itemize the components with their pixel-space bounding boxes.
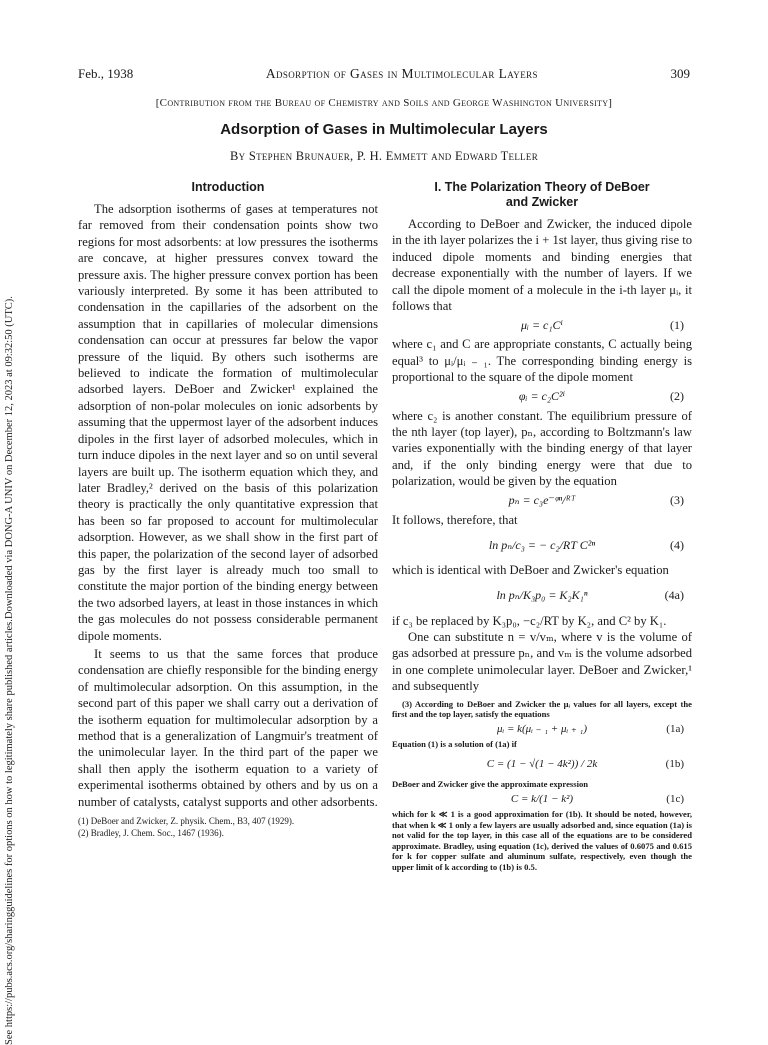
equation-1a [392, 722, 692, 737]
equation-number: (1) [670, 318, 684, 333]
equation-body: μᵢ = c₁Cⁱ [521, 318, 563, 333]
equation-body: C = (1 − √(1 − 4k²)) / 2k [486, 758, 598, 771]
equation-body: pₙ = c₃e⁻ᵠⁿ/ᴿᵀ [508, 493, 576, 508]
paragraph: It seems to us that the same forces that produce condensation are chiefly responsible for the binding energy of multimolecular adsorption. On this assumption, in the second part of this paper we shall carry out a derivation of the isotherm equation for multimolecular adsorption by a method that is a generalization of Langmuir's treatment of the unimolecular layer. In the third part of the paper we shall then apply the isotherm equation to a variety of experimental isotherms obtained by others and by us on a number of catalysts, catalyst supports and other adsorbents. [78, 646, 378, 809]
footnote-text: which for k ≪ 1 is a good approximation for (1b). It should be noted, however, that when k ≪ 1 only a few layers are usually adsorbed and, since equation (1a) is not valid for the top layer, in this case all of the equations are to be considered approximate. Bradley, using equation (1c), derived the values of 0.6075 and 0.615 for k for copper sulfate and aluminum sulfate, respectively, even though the upper limit of k according to (1b) is 0.5. [392, 808, 692, 872]
equation-number: (4a) [664, 588, 684, 603]
equation-number: (1b) [665, 758, 684, 771]
running-title: Adsorption of Gases in Multimolecular Layers [265, 66, 538, 81]
paragraph: where c₂ is another constant. The equilibrium pressure of the nth layer (top layer), pₙ, according to Boltzmann's law varies exponentially with the binding energy of that layer and, if the only binding energy were that due to polarization, would be given by the equation [392, 408, 692, 489]
equation-body: ln pₙ/c₃ = − c₂/RT C²ⁿ [488, 537, 596, 552]
equation-2 [392, 388, 692, 406]
article-title: Adsorption of Gases in Multimolecular Layers [220, 121, 548, 138]
equation-4a [392, 581, 692, 611]
paragraph: if c₃ be replaced by K₃p₀, −c₂/RT by K₂, and C² by K₁. [392, 613, 667, 628]
page-number: 309 [670, 66, 690, 81]
section-heading-polarization-theory: I. The Polarization Theory of DeBoer and Zwicker [434, 180, 650, 209]
equation-number: (4) [670, 537, 684, 552]
author-line: By Stephen Brunauer, P. H. Emmett and Edward Teller [229, 149, 539, 163]
footnote-text: DeBoer and Zwicker give the approximate expression [392, 779, 589, 790]
paragraph: where c₁ and C are appropriate constants, C actually being equal³ to μᵢ/μᵢ ₋ ₁. The corresponding binding energy is proportional to the square of the dipole moment [392, 337, 692, 385]
paragraph: which is identical with DeBoer and Zwicker's equation [392, 563, 669, 578]
paragraph: One can substitute n = v/vₘ, where v is the volume of gas adsorbed at pressure pₙ, and vₘ is the volume adsorbed in one complete unimolecular layer. DeBoer and Zwicker,¹ and subsequently [392, 629, 692, 694]
right-column [392, 180, 692, 872]
download-notice-line-2[interactable]: See https://pubs.acs.org/sharingguidelines for options on how to legitimately share published articles. [4, 618, 15, 1045]
paragraph: According to DeBoer and Zwicker, the induced dipole in the ith layer polarizes the i + 1st layer, thus giving rise to induced dipole moments and binding energies that decrease exponentially with the number of layers. If we call the dipole moment of a molecule in the i-th layer μᵢ, it follows that [392, 217, 692, 314]
running-head [78, 66, 690, 82]
paragraph: The adsorption isotherms of gases at temperatures not far removed from their condensation points show two regions for most adsorbents: at low pressures the isotherms are concave, at higher pressures convex toward the pressure axis. The higher pressure convex portion has been variously interpreted. By some it has been attributed to condensation in the capillaries of the adsorbent on the assumption that in capillaries of molecular dimensions condensation can occur at pressures far below the vapor pressure of the liquid. By others such isotherms are believed to indicate the formation of multimolecular adsorbed layers. DeBoer and Zwicker¹ explained the adsorption of non-polar molecules on ionic adsorbents by assuming that the uppermost layer of the adsorbent induces dipoles in the first layer of adsorbed molecules, which in turn induce dipoles in the next layer and so on until several layers are built up. The isotherm equation which they, and later Bradley,² derived on the basis of this polarization theory is practically the only quantitative expression that has been so far proposed to account for multimolecular adsorption. However, as we shall show in the first part of this paper, the polarization of the second layer of adsorbed gas by the first layer is already much too small to constitute the major portion of the binding energy between the two adsorbed layers, at least in those instances in which the gas molecules do not possess considerable permanent dipole moments. [78, 202, 378, 643]
equation-1c [392, 792, 692, 807]
left-column [78, 180, 378, 840]
footnotes [78, 816, 378, 839]
contribution-line: [Contribution from the Bureau of Chemistry and Soils and George Washington University] [155, 97, 613, 109]
equation-body: C = k/(1 − k²) [510, 793, 574, 806]
equation-number: (1a) [666, 722, 684, 735]
equation-1 [392, 316, 692, 334]
equation-number: (2) [670, 389, 684, 404]
footnote-text: (3) According to DeBoer and Zwicker the μᵢ values for all layers, except the first and the top layer, satisfy the equations [392, 698, 692, 720]
equation-number: (1c) [666, 793, 684, 806]
equation-4 [392, 530, 692, 560]
equation-body: μᵢ = k(μᵢ ₋ ₁ + μᵢ ₊ ₁) [496, 722, 588, 735]
footnote-2: (2) Bradley, J. Chem. Soc., 1467 (1936). [78, 828, 224, 839]
section-heading-introduction: Introduction [191, 180, 265, 194]
equation-number: (3) [670, 493, 684, 508]
footnote-text: Equation (1) is a solution of (1a) if [392, 738, 517, 749]
equation-body: φᵢ = c₂C²ⁱ [518, 389, 566, 404]
issue-date: Feb., 1938 [78, 66, 134, 81]
footnote-1: (1) DeBoer and Zwicker, Z. physik. Chem., B3, 407 (1929). [78, 816, 295, 827]
footnote-3 [392, 699, 692, 873]
equation-body: ln pₙ/K₃p₀ = K₂K₁ⁿ [496, 588, 588, 603]
download-notice-line-1: Downloaded via DONG-A UNIV on December 12, 2023 at 09:32:50 (UTC). [4, 296, 15, 619]
paragraph: It follows, therefore, that [392, 512, 518, 527]
equation-3 [392, 492, 692, 510]
download-notice [2, 296, 36, 1045]
equation-1b [392, 751, 692, 777]
